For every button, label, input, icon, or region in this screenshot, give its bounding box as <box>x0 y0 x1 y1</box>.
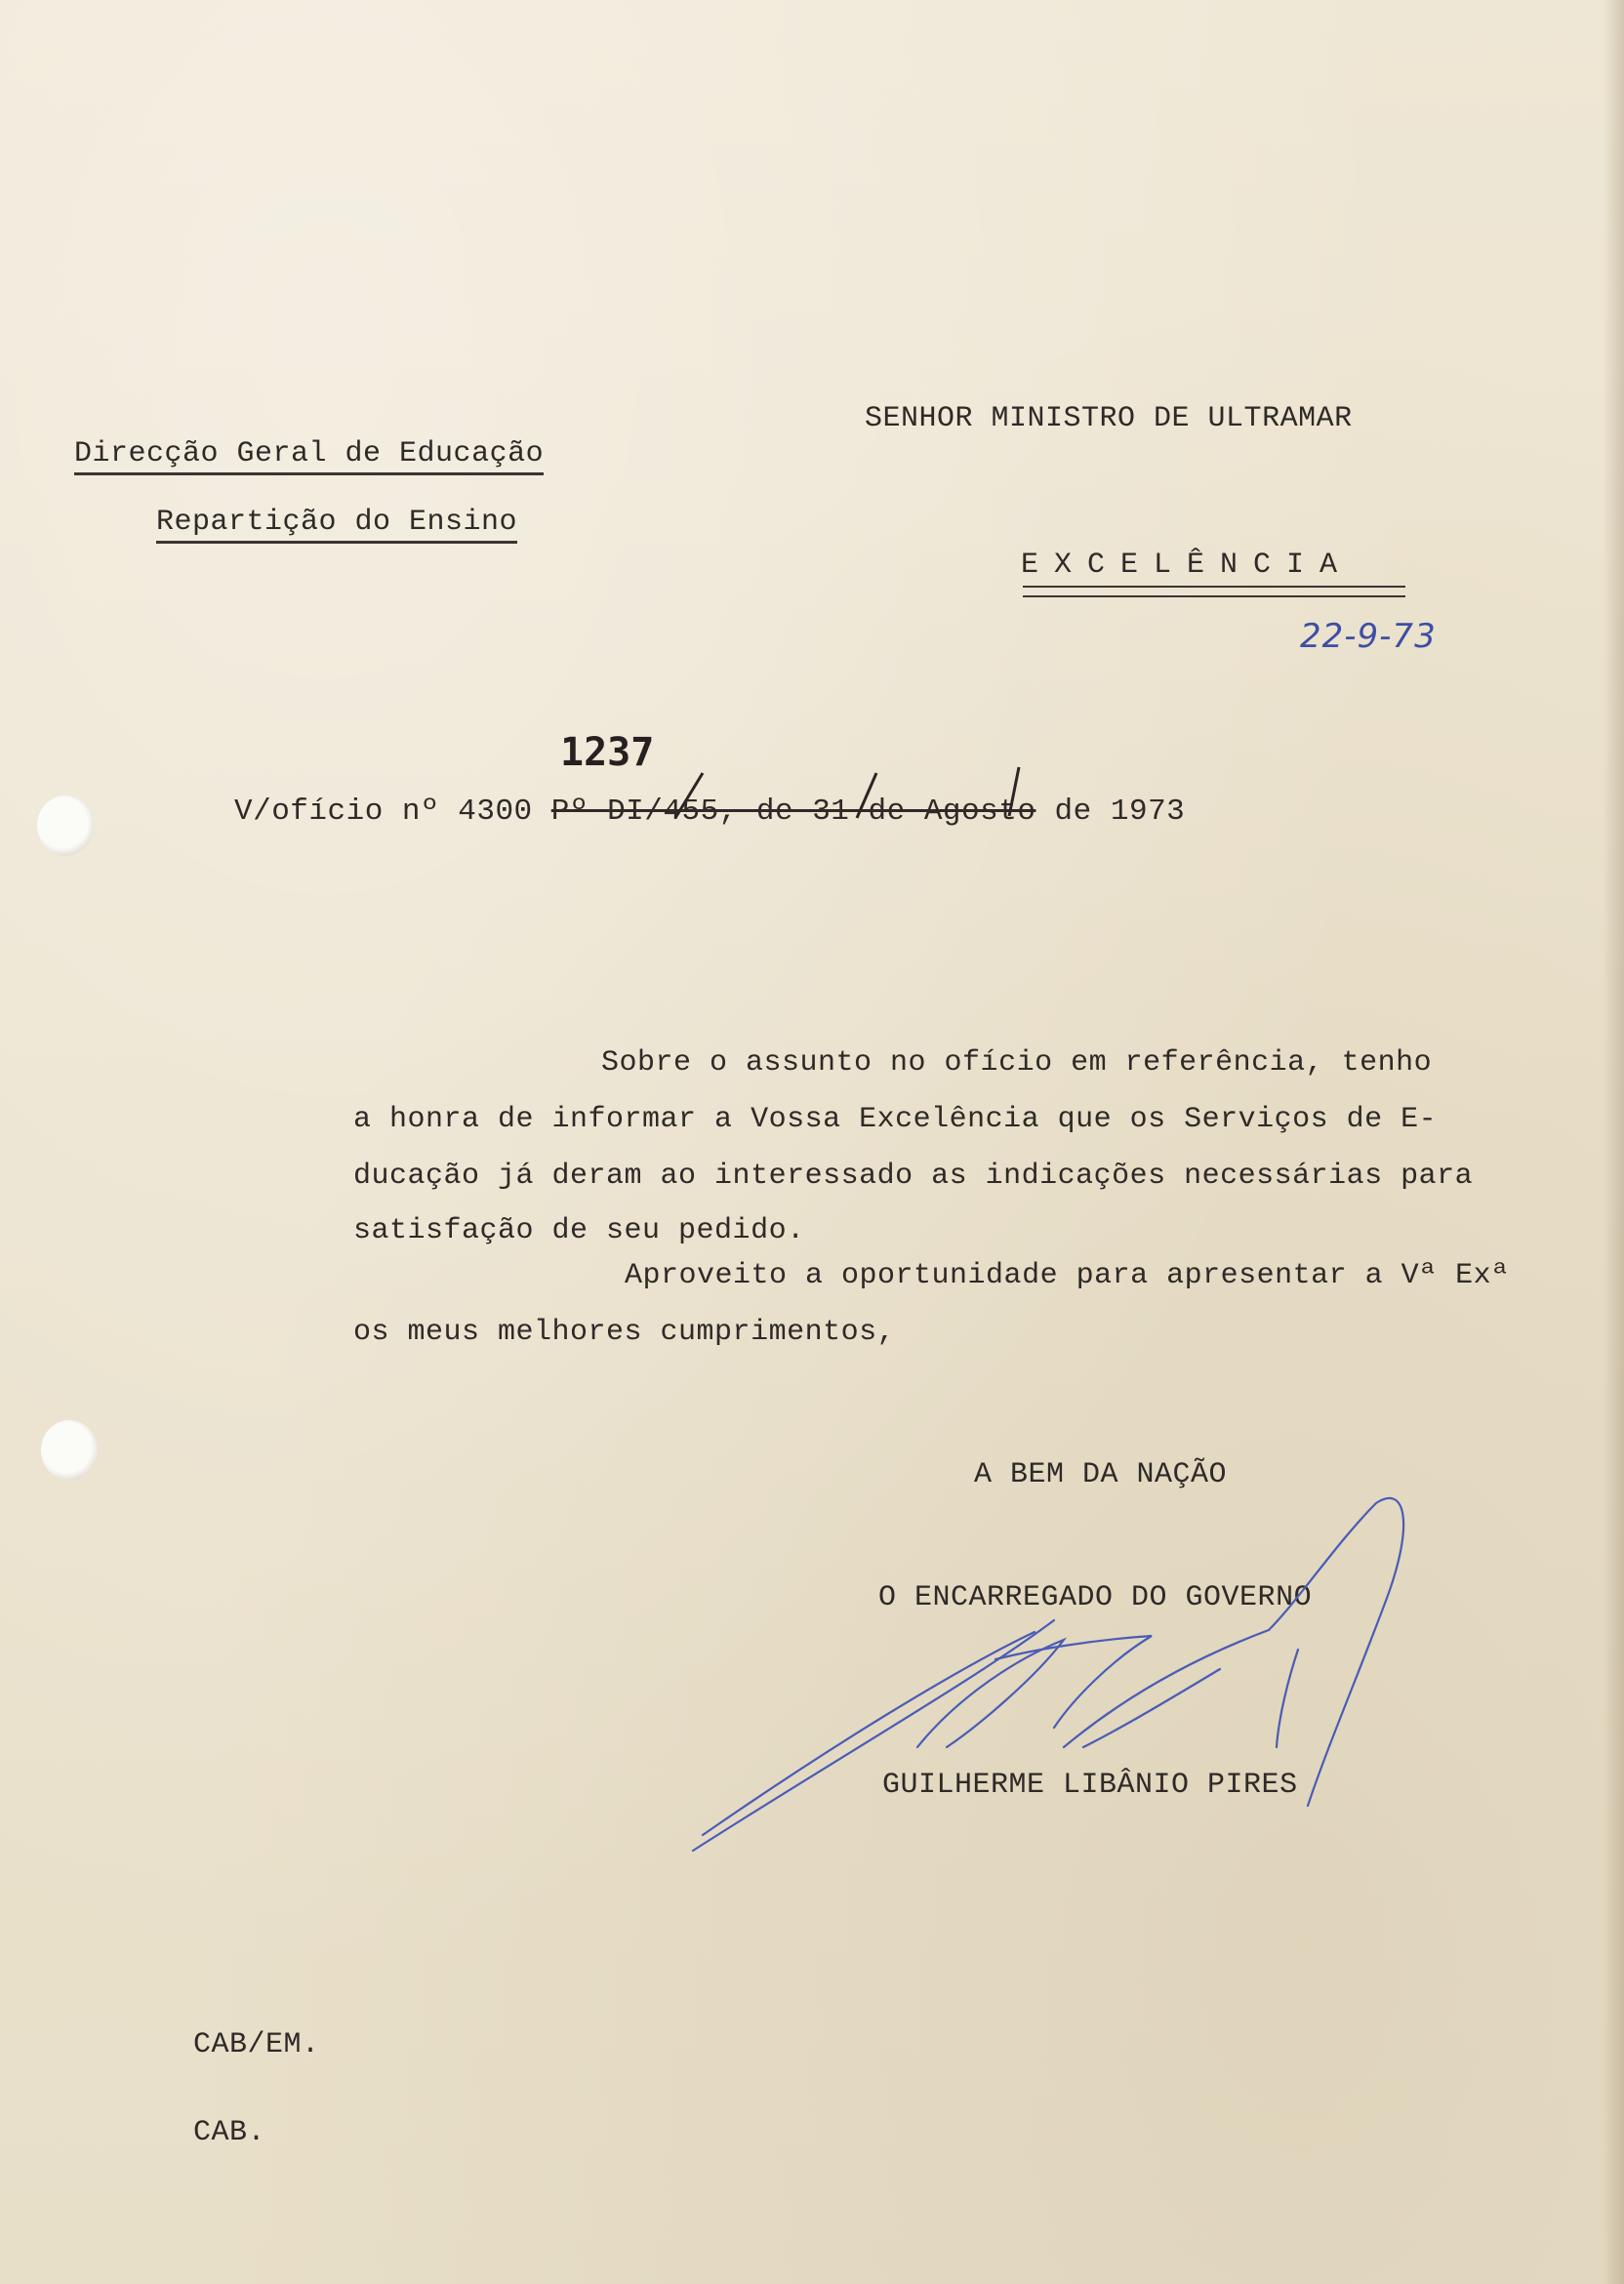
department-heading: Direcção Geral de Educação <box>74 437 544 475</box>
punch-hole <box>37 795 94 856</box>
reference-code: CAB. <box>193 2116 266 2149</box>
handwritten-date: 22-9-73 <box>1300 617 1437 656</box>
body-line: a honra de informar a Vossa Excelência que os Serviços de E- <box>353 1103 1438 1136</box>
reference-struck-text: Pº DI/455, de 31 de Agosto <box>550 795 1036 829</box>
signer-role: O ENCARREGADO DO GOVERNO <box>878 1581 1313 1614</box>
stamped-number: 1237 <box>560 730 655 775</box>
body-line: Sobre o assunto no ofício em referência, tenho <box>601 1046 1433 1080</box>
body-line: os meus melhores cumprimentos, <box>353 1316 896 1349</box>
body-line: Aproveito a oportunidade para apresentar a Vª Exª <box>625 1259 1510 1292</box>
body-line: ducação já deram ao interessado as indicações necessárias para <box>353 1160 1474 1193</box>
signer-name: GUILHERME LIBÂNIO PIRES <box>882 1769 1298 1802</box>
paper-edge-shadow <box>1603 0 1624 2284</box>
reference-initials: CAB/EM. <box>193 2028 320 2061</box>
reference-prefix: V/ofício nº 4300 <box>234 795 533 829</box>
double-underline <box>1023 586 1405 597</box>
reference-suffix: de 1973 <box>1035 795 1186 829</box>
closing-motto: A BEM DA NAÇÃO <box>974 1458 1228 1491</box>
punch-hole <box>41 1420 98 1481</box>
reference-line <box>234 795 1185 829</box>
salutation: EXCELÊNCIA <box>1021 549 1354 582</box>
addressee: SENHOR MINISTRO DE ULTRAMAR <box>865 402 1353 435</box>
body-line: satisfação de seu pedido. <box>353 1214 805 1247</box>
section-heading: Repartição do Ensino <box>156 506 517 544</box>
